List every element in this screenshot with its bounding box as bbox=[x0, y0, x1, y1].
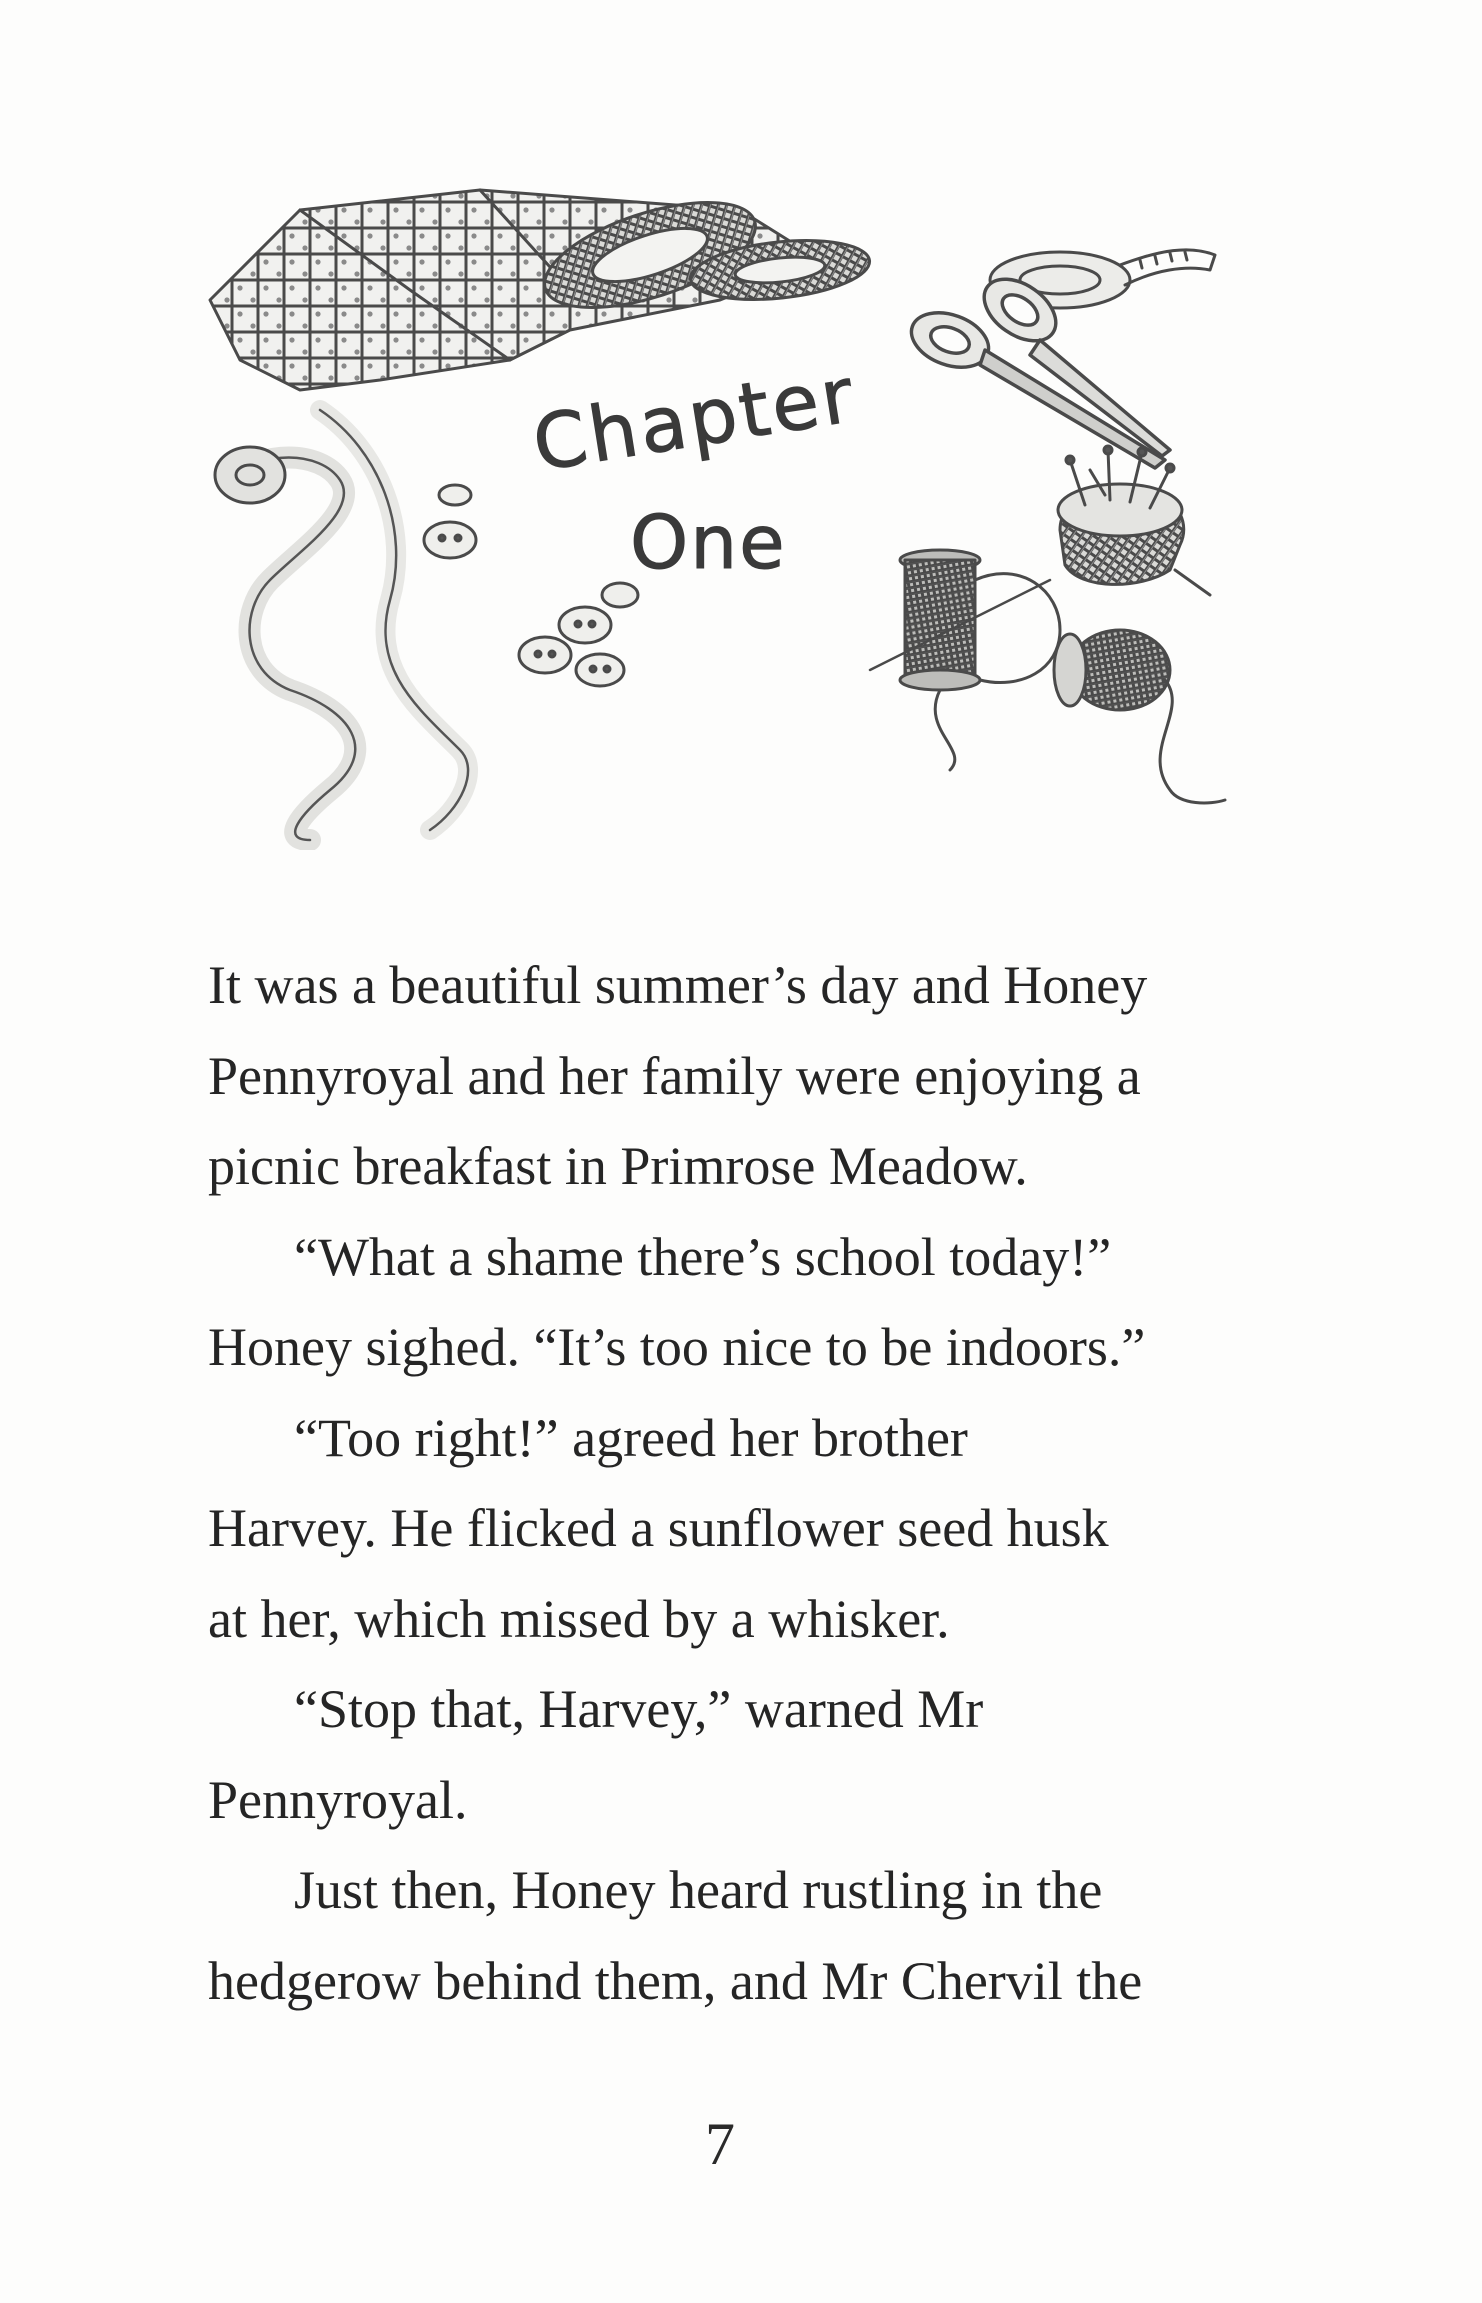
text-line: It was a beautiful summer’s day and Honey bbox=[208, 955, 1148, 1015]
text-line: picnic breakfast in Primrose Meadow. bbox=[208, 1136, 1028, 1196]
fabric-roll-icon bbox=[210, 181, 872, 390]
text-line: at her, which missed by a whisker. bbox=[208, 1588, 950, 1649]
story-text bbox=[208, 940, 1318, 2026]
pin-cushion-icon bbox=[1058, 446, 1210, 595]
chapter-heading bbox=[520, 349, 960, 600]
chapter-word: Chapter bbox=[527, 349, 862, 489]
ribbon-icon bbox=[215, 410, 468, 840]
text-line: “Stop that, Harvey,” warned Mr bbox=[294, 1679, 984, 1739]
text-line: hedgerow behind them, and Mr Chervil the bbox=[208, 1950, 1143, 2011]
text-line: Honey sighed. “It’s too nice to be indoors.” bbox=[208, 1317, 1146, 1377]
text-line: Pennyroyal. bbox=[208, 1769, 468, 1830]
thread-reel-icon bbox=[1054, 630, 1225, 803]
text-line: Pennyroyal and her family were enjoying a bbox=[208, 1045, 1141, 1106]
chapter-number: One bbox=[630, 500, 787, 586]
text-line: “What a shame there’s school today!” bbox=[294, 1226, 1112, 1287]
page-number: 7 bbox=[705, 2111, 735, 2177]
text-line: “Too right!” agreed her brother bbox=[294, 1407, 968, 1468]
text-line: Harvey. He flicked a sunflower seed husk bbox=[208, 1498, 1109, 1558]
text-line: Just then, Honey heard rustling in the bbox=[294, 1860, 1103, 1920]
